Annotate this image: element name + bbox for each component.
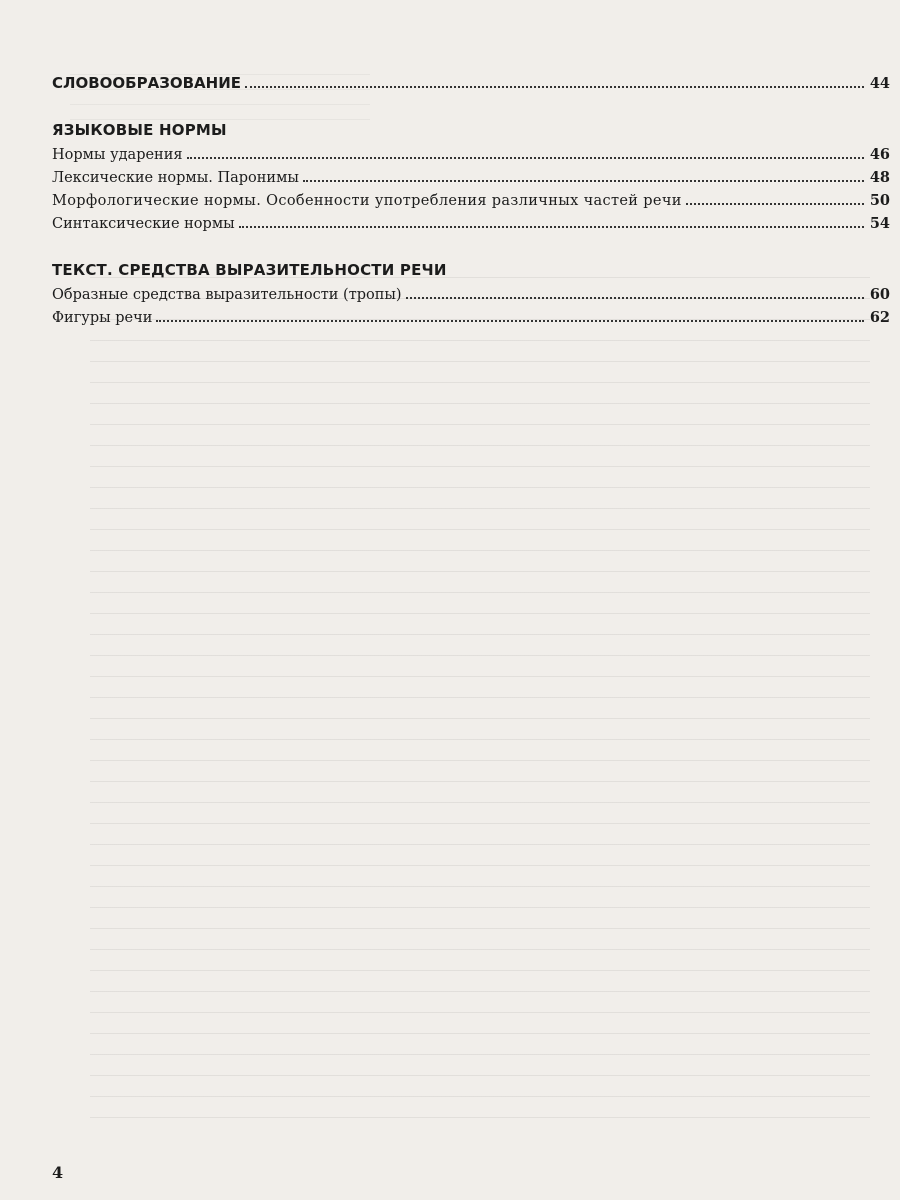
bleed-through-texture: [90, 260, 870, 1120]
page-number: 4: [52, 1163, 64, 1182]
toc-entry[interactable]: [52, 283, 890, 306]
leader-dots: [187, 143, 864, 159]
page-ref: 44: [869, 75, 890, 92]
leader-dots: [406, 283, 864, 299]
toc-entry[interactable]: [52, 306, 890, 329]
leader-dots: [245, 72, 864, 88]
leader-dots: [156, 306, 863, 322]
page-ref: 62: [869, 309, 890, 326]
table-of-contents: [52, 72, 890, 351]
toc-section-word-formation: [52, 72, 890, 95]
page-ref: 60: [869, 286, 890, 303]
toc-entry[interactable]: [52, 166, 890, 189]
entry-title: Нормы ударения: [52, 147, 183, 163]
section-heading: ТЕКСТ. СРЕДСТВА ВЫРАЗИТЕЛЬНОСТИ РЕЧИ: [52, 261, 447, 279]
leader-dots: [686, 189, 864, 205]
page-ref: 46: [869, 146, 890, 163]
leader-dots: [239, 212, 864, 228]
toc-section-text-expressiveness: [52, 257, 890, 329]
entry-title: Лексические нормы. Паронимы: [52, 170, 299, 186]
page-ref: 48: [869, 169, 890, 186]
leader-dots: [303, 166, 864, 182]
toc-heading-entry[interactable]: [52, 72, 890, 95]
entry-title: Синтаксические нормы: [52, 216, 235, 232]
page-ref: 50: [869, 192, 890, 209]
toc-section-language-norms: [52, 117, 890, 235]
entry-title: Образные средства выразительности (тропы): [52, 287, 402, 303]
toc-entry[interactable]: [52, 212, 890, 235]
section-heading: ЯЗЫКОВЫЕ НОРМЫ: [52, 121, 227, 139]
toc-entry[interactable]: [52, 189, 890, 212]
entry-title: Морфологические нормы. Особенности употребления различных частей речи: [52, 193, 682, 209]
page-ref: 54: [869, 215, 890, 232]
entry-title: Фигуры речи: [52, 310, 153, 326]
toc-entry[interactable]: [52, 143, 890, 166]
section-heading: СЛОВООБРАЗОВАНИЕ: [52, 74, 241, 92]
